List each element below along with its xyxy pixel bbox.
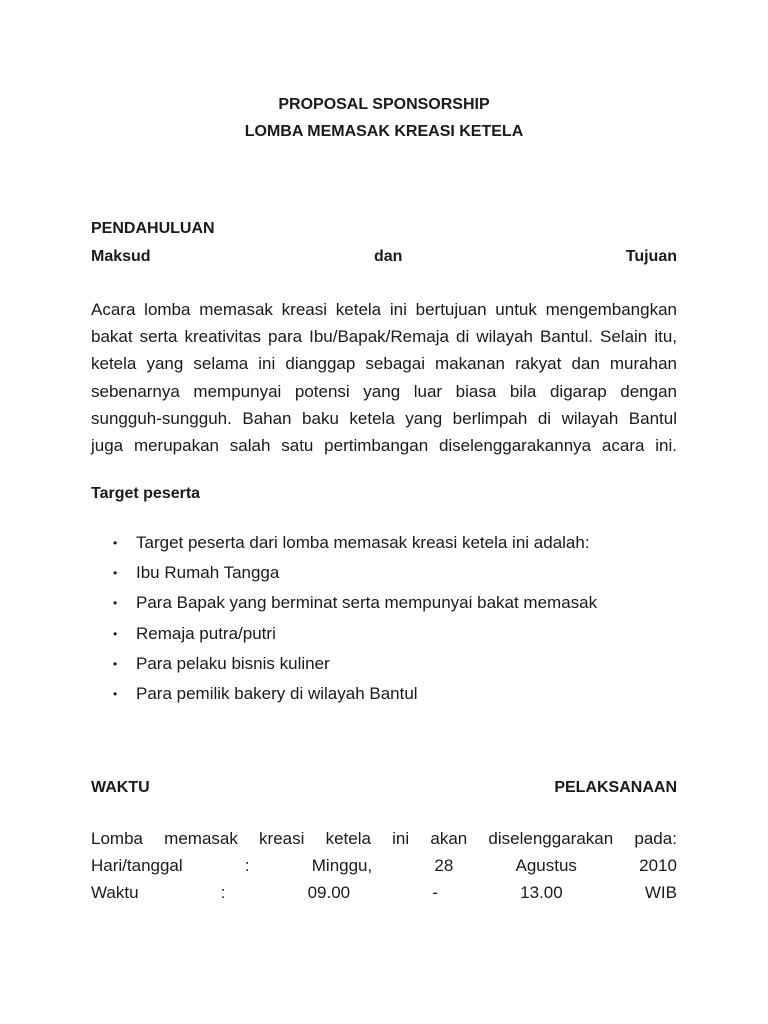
year-value: 2010 <box>639 856 677 875</box>
day-value: Minggu, <box>311 856 373 875</box>
bullet-icon: • <box>113 626 118 641</box>
word: akan <box>430 829 468 848</box>
date-row <box>91 856 677 876</box>
colon: : <box>244 856 250 875</box>
paragraph-line: Acara lomba memasak kreasi ketela ini bertujuan untuk mengembangkan <box>91 300 677 319</box>
time-label: Waktu <box>91 883 139 902</box>
paragraph-line: bakat serta kreativitas para Ibu/Bapak/Remaja di wilayah Bantul. Selain itu, <box>91 327 677 347</box>
subheading-word: Tujuan <box>625 248 677 265</box>
subheading-maksud-tujuan <box>91 248 677 266</box>
list-item: • Para pelaku bisnis kuliner <box>91 649 597 679</box>
dash: - <box>432 883 438 902</box>
document-subtitle: LOMBA MEMASAK KREASI KETELA <box>244 123 524 140</box>
word: Lomba <box>91 829 143 848</box>
list-item: • Para pemilik bakery di wilayah Bantul <box>91 679 597 709</box>
paragraph-line: sebenarnya mempunyai potensi yang luar biasa bila digarap dengan <box>91 381 677 401</box>
bullet-icon: • <box>113 566 118 581</box>
word: pada: <box>634 829 677 848</box>
word: ini <box>392 829 410 848</box>
subheading-word: dan <box>373 248 403 265</box>
paragraph-line: ketela yang selama ini dianggap sebagai makanan rakyat dan murahan <box>91 354 677 374</box>
section-heading-pendahuluan: PENDAHULUAN <box>91 220 215 237</box>
document-title: PROPOSAL SPONSORSHIP <box>278 96 490 113</box>
word: kreasi <box>259 829 305 848</box>
list-item: • Para Bapak yang berminat serta mempunyai bakat memasak <box>91 588 597 618</box>
intro-paragraph <box>91 296 677 459</box>
section-heading-waktu-pelaksanaan <box>91 779 677 797</box>
month-value: Agustus <box>515 856 577 875</box>
word: ketela <box>325 829 371 848</box>
bullet-icon: • <box>113 536 118 550</box>
list-item: • Target peserta dari lomba memasak kreasi ketela ini adalah: <box>91 528 597 558</box>
date-value: 28 <box>434 856 454 875</box>
list-item: • Ibu Rumah Tangga <box>91 558 597 588</box>
subheading-word: Maksud <box>91 248 151 265</box>
bullet-icon: • <box>113 596 118 611</box>
heading-word: PELAKSANAAN <box>554 779 677 796</box>
time-intro-line <box>91 829 677 849</box>
paragraph-line: juga merupakan salah satu pertimbangan diselenggarakannya acara ini. <box>91 436 677 456</box>
start-time: 09.00 <box>307 883 351 902</box>
end-time: 13.00 <box>520 883 563 902</box>
paragraph-line: sungguh-sungguh. Bahan baku ketela yang berlimpah di wilayah Bantul <box>91 408 677 428</box>
colon: : <box>220 883 226 902</box>
time-row <box>91 883 677 903</box>
word: diselenggarakan <box>488 829 614 848</box>
timezone: WIB <box>644 883 677 902</box>
list-item: • Remaja putra/putri <box>91 619 597 649</box>
target-list <box>91 528 597 709</box>
date-label: Hari/tanggal <box>91 856 183 875</box>
section-heading-target: Target peserta <box>91 485 201 502</box>
word: memasak <box>164 829 238 848</box>
heading-word: WAKTU <box>91 779 150 796</box>
bullet-icon: • <box>113 656 118 671</box>
bullet-icon: • <box>113 686 118 701</box>
